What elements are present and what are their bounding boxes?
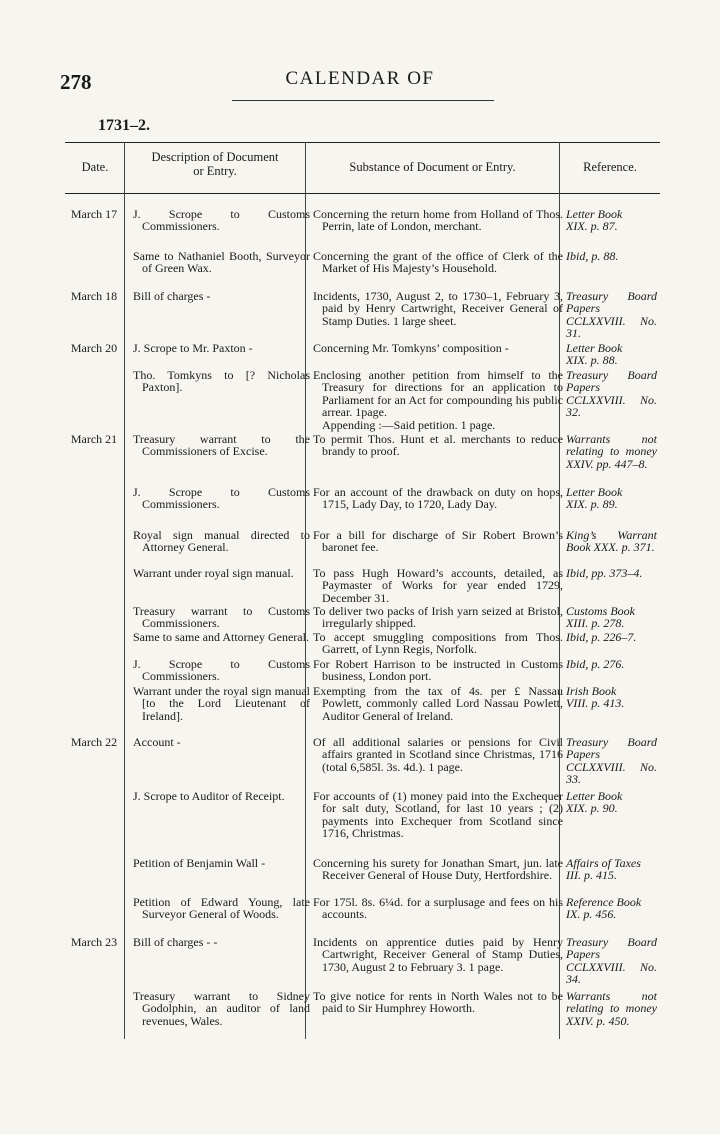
description-cell: Petition of Benjamin Wall - [133, 856, 266, 870]
reference-cell: Affairs of Taxes III. p. 415. [566, 856, 641, 883]
substance-cell: Concerning Mr. Tomkyns’ composition - [313, 341, 509, 355]
reference-cell: Ibid, p. 226–7. [566, 630, 637, 644]
description-cell: Warrant under the royal sign manual [to the Lord Lieutenant of Ireland]. [133, 684, 310, 723]
reference-cell: Treasury Board Papers CCLXXVIII. No. 34. [566, 935, 657, 987]
description-cell: J. Scrope to Customs Commissioners. [133, 657, 310, 684]
running-head: CALENDAR OF [285, 68, 435, 89]
substance-cell: For an account of the drawback on duty on hops, 1715, Lady Day, to 1720, Lady Day. [313, 485, 563, 512]
reference-cell: Treasury Board Papers CCLXXVIII. No. 32. [566, 368, 657, 420]
date-cell: March 21 [70, 432, 118, 446]
reference-cell: Letter Book XIX. p. 88. [566, 341, 623, 368]
reference-cell: Customs Book XIII. p. 278. [566, 604, 635, 631]
year-heading: 1731–2. [98, 117, 150, 134]
substance-cell: Enclosing another petition from himself to the Treasury for directions for an application to Parliament for an Act for compounding his public arrear. 1page. Appending :—Said petition. 1 page. [313, 368, 563, 432]
reference-cell: Treasury Board Papers CCLXXVIII. No. 33. [566, 735, 657, 787]
reference-cell: Treasury Board Papers CCLXXVIII. No. 31. [566, 289, 657, 341]
date-cell: March 23 [70, 935, 118, 949]
description-cell: Treasury warrant to Customs Commissioners. [133, 604, 310, 631]
description-cell: Petition of Edward Young, late Surveyor General of Woods. [133, 895, 310, 922]
description-cell: Bill of charges - [133, 289, 211, 303]
column-header-substance: Substance of Document or Entry. [349, 160, 516, 174]
date-cell: March 18 [70, 289, 118, 303]
substance-cell: Of all additional salaries or pensions for Civil affairs granted in Scotland since Christmas, 1716 (total 6,585l. 3s. 4d.). 1 page. [313, 735, 563, 774]
reference-cell: Letter Book XIX. p. 87. [566, 207, 623, 234]
reference-cell: Ibid, pp. 373–4. [566, 566, 643, 580]
reference-cell: Warrants not relating to money XXIV. p. 450. [566, 989, 657, 1028]
reference-cell: King’s Warrant Book XXX. p. 371. [566, 528, 657, 555]
substance-cell: To accept smuggling compositions from Thos. Garrett, of Lynn Regis, Norfolk. [313, 630, 563, 657]
reference-cell: Reference Book IX. p. 456. [566, 895, 642, 922]
description-cell: Warrant under royal sign manual. [133, 566, 294, 580]
description-cell: Same to same and Attorney General. [133, 630, 309, 644]
reference-cell: Warrants not relating to money XXIV. pp. 447–8. [566, 432, 657, 471]
column-header-reference: Reference. [583, 160, 637, 174]
substance-cell: Concerning the grant of the office of Clerk of the Market of His Majesty’s Household. [313, 249, 563, 276]
substance-cell: To deliver two packs of Irish yarn seized at Bristol, irregularly shipped. [313, 604, 563, 631]
description-cell: J. Scrope to Auditor of Receipt. [133, 789, 285, 803]
description-cell: Bill of charges - - [133, 935, 218, 949]
reference-cell: Ibid, p. 276. [566, 657, 625, 671]
substance-cell: Exempting from the tax of 4s. per £ Nassau Powlett, commonly called Lord Nassau Powlett, Auditor General of Ireland. [313, 684, 563, 723]
page-number: 278 [60, 70, 92, 94]
column-header-description: Description of Document or Entry. [151, 150, 279, 178]
substance-cell: For accounts of (1) money paid into the Exchequer for salt duty, Scotland, for last 10 years ; (2) payments into Exchequer from Scotland since 1716, Christmas. [313, 789, 563, 841]
description-cell: Account - [133, 735, 181, 749]
reference-cell: Ibid, p. 88. [566, 249, 619, 263]
table-header-rule [65, 193, 660, 194]
substance-cell: For Robert Harrison to be instructed in Customs business, London port. [313, 657, 563, 684]
column-divider [124, 142, 125, 1039]
substance-cell: Incidents on apprentice duties paid by Henry Cartwright, Receiver General of Stamp Duties, 1730, August 2 to February 3. 1 page. [313, 935, 563, 974]
reference-cell: Irish Book VIII. p. 413. [566, 684, 625, 711]
date-cell: March 20 [70, 341, 118, 355]
description-cell: Treasury warrant to the Commissioners of Excise. [133, 432, 310, 459]
substance-cell: To give notice for rents in North Wales not to be paid to Sir Humphrey Howorth. [313, 989, 563, 1016]
description-cell: J. Scrope to Customs Commissioners. [133, 207, 310, 234]
reference-cell: Letter Book XIX. p. 90. [566, 789, 623, 816]
substance-cell: To permit Thos. Hunt et al. merchants to reduce brandy to proof. [313, 432, 563, 459]
description-cell: Treasury warrant to Sidney Godolphin, an auditor of land revenues, Wales. [133, 989, 310, 1028]
substance-cell: To pass Hugh Howard’s accounts, detailed, as Paymaster of Works for year ended 1729, December 31. [313, 566, 563, 605]
substance-cell: Concerning the return home from Holland of Thos. Perrin, late of London, merchant. [313, 207, 563, 234]
substance-cell: Incidents, 1730, August 2, to 1730–1, February 3, paid by Henry Cartwright, Receiver General of Stamp Duties. 1 large sheet. [313, 289, 563, 328]
date-cell: March 17 [70, 207, 118, 221]
description-cell: Same to Nathaniel Booth, Surveyor of Green Wax. [133, 249, 310, 276]
substance-cell: Concerning his surety for Jonathan Smart, jun. late Receiver General of House Duty, Hertfordshire. [313, 856, 563, 883]
description-cell: J. Scrope to Customs Commissioners. [133, 485, 310, 512]
substance-cell: For a bill for discharge of Sir Robert Brown’s baronet fee. [313, 528, 563, 555]
reference-cell: Letter Book XIX. p. 89. [566, 485, 623, 512]
header-rule [232, 100, 494, 101]
description-cell: Royal sign manual directed to Attorney General. [133, 528, 310, 555]
column-header-date: Date. [81, 160, 109, 174]
substance-cell: For 175l. 8s. 6¼d. for a surplusage and fees on his accounts. [313, 895, 563, 922]
description-cell: J. Scrope to Mr. Paxton - [133, 341, 253, 355]
description-cell: Tho. Tomkyns to [? Nicholas Paxton]. [133, 368, 310, 395]
table-top-rule [65, 142, 660, 143]
date-cell: March 22 [70, 735, 118, 749]
